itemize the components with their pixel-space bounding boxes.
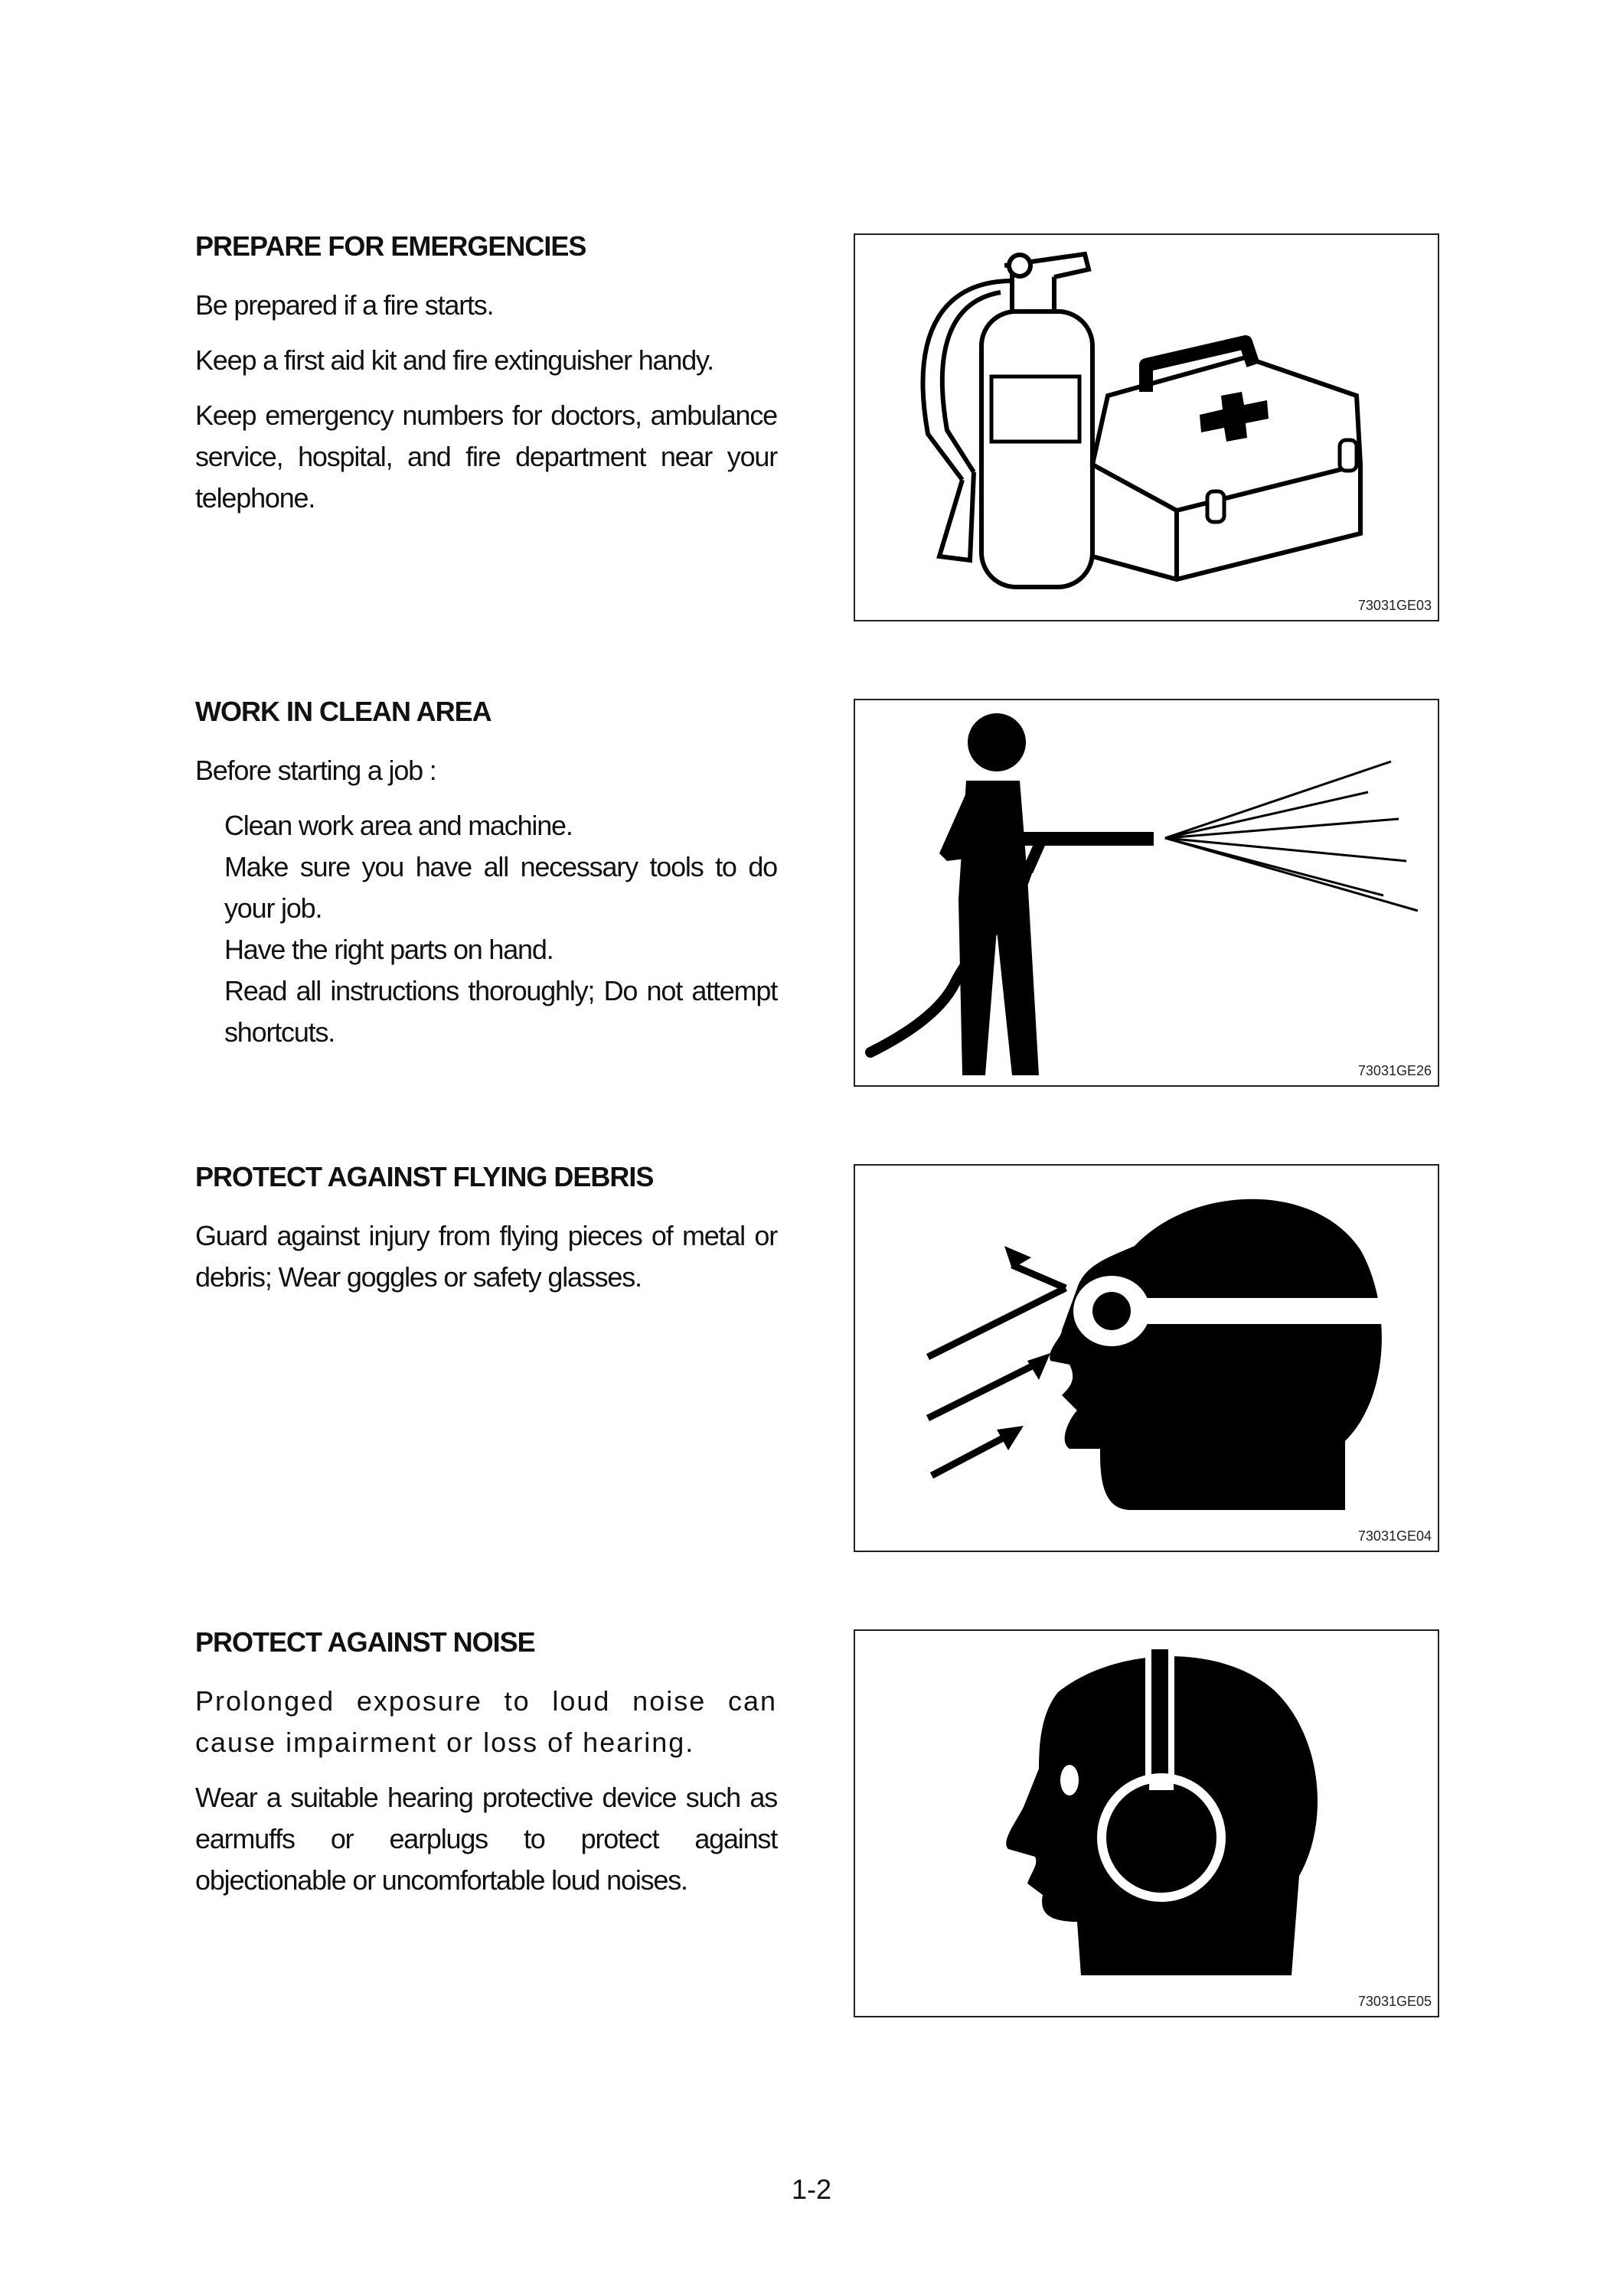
list-item: Clean work area and machine. — [224, 810, 573, 841]
figure-code: 73031GE04 — [1357, 1528, 1432, 1544]
figure-code: 73031GE03 — [1357, 598, 1432, 613]
pressure-washer-worker-icon — [855, 700, 1438, 1085]
figure-box — [854, 699, 1439, 1087]
fire-extinguisher-first-aid-kit-icon — [855, 235, 1438, 620]
paragraph: Keep emergency numbers for doctors, ambulance service, hospital, and fire department near your telephone. — [195, 400, 777, 514]
paragraph: Guard against injury from flying pieces of metal or debris; Wear goggles or safety glasses. — [195, 1220, 777, 1293]
section-heading: PROTECT AGAINST NOISE — [195, 1626, 535, 1658]
figure-box — [854, 1164, 1439, 1552]
figure-box — [854, 233, 1439, 621]
paragraph: Before starting a job : — [195, 755, 436, 786]
section-text — [195, 1626, 777, 1915]
paragraph: Be prepared if a fire starts. — [195, 289, 494, 321]
list-item: Have the right parts on hand. — [224, 934, 554, 965]
section-heading: WORK IN CLEAN AREA — [195, 696, 491, 727]
section-heading: PREPARE FOR EMERGENCIES — [195, 230, 586, 262]
section-text — [195, 1160, 777, 1312]
paragraph: Keep a first aid kit and fire extinguisher handy. — [195, 344, 714, 376]
figure-box — [854, 1629, 1439, 2017]
hearing-protection-head-icon — [855, 1631, 1438, 2016]
figure-code: 73031GE26 — [1357, 1063, 1432, 1078]
list-item: Read all instructions thoroughly; Do not attempt shortcuts. — [224, 975, 777, 1048]
paragraph: Wear a suitable hearing protective device such as earmuffs or earplugs to protect against objectionable or uncomfortable loud noises. — [195, 1782, 777, 1896]
figure-code: 73031GE05 — [1357, 1994, 1432, 2009]
section-heading: PROTECT AGAINST FLYING DEBRIS — [195, 1161, 654, 1192]
safety-goggles-head-icon — [855, 1166, 1438, 1551]
list-item: Make sure you have all necessary tools to do your job. — [224, 851, 777, 924]
instruction-list — [195, 805, 777, 1053]
page-number: 1-2 — [791, 2174, 832, 2205]
paragraph: Prolonged exposure to loud noise can cause impairment or loss of hearing. — [195, 1685, 777, 1758]
section-text — [195, 230, 777, 533]
section-text — [195, 695, 777, 1053]
